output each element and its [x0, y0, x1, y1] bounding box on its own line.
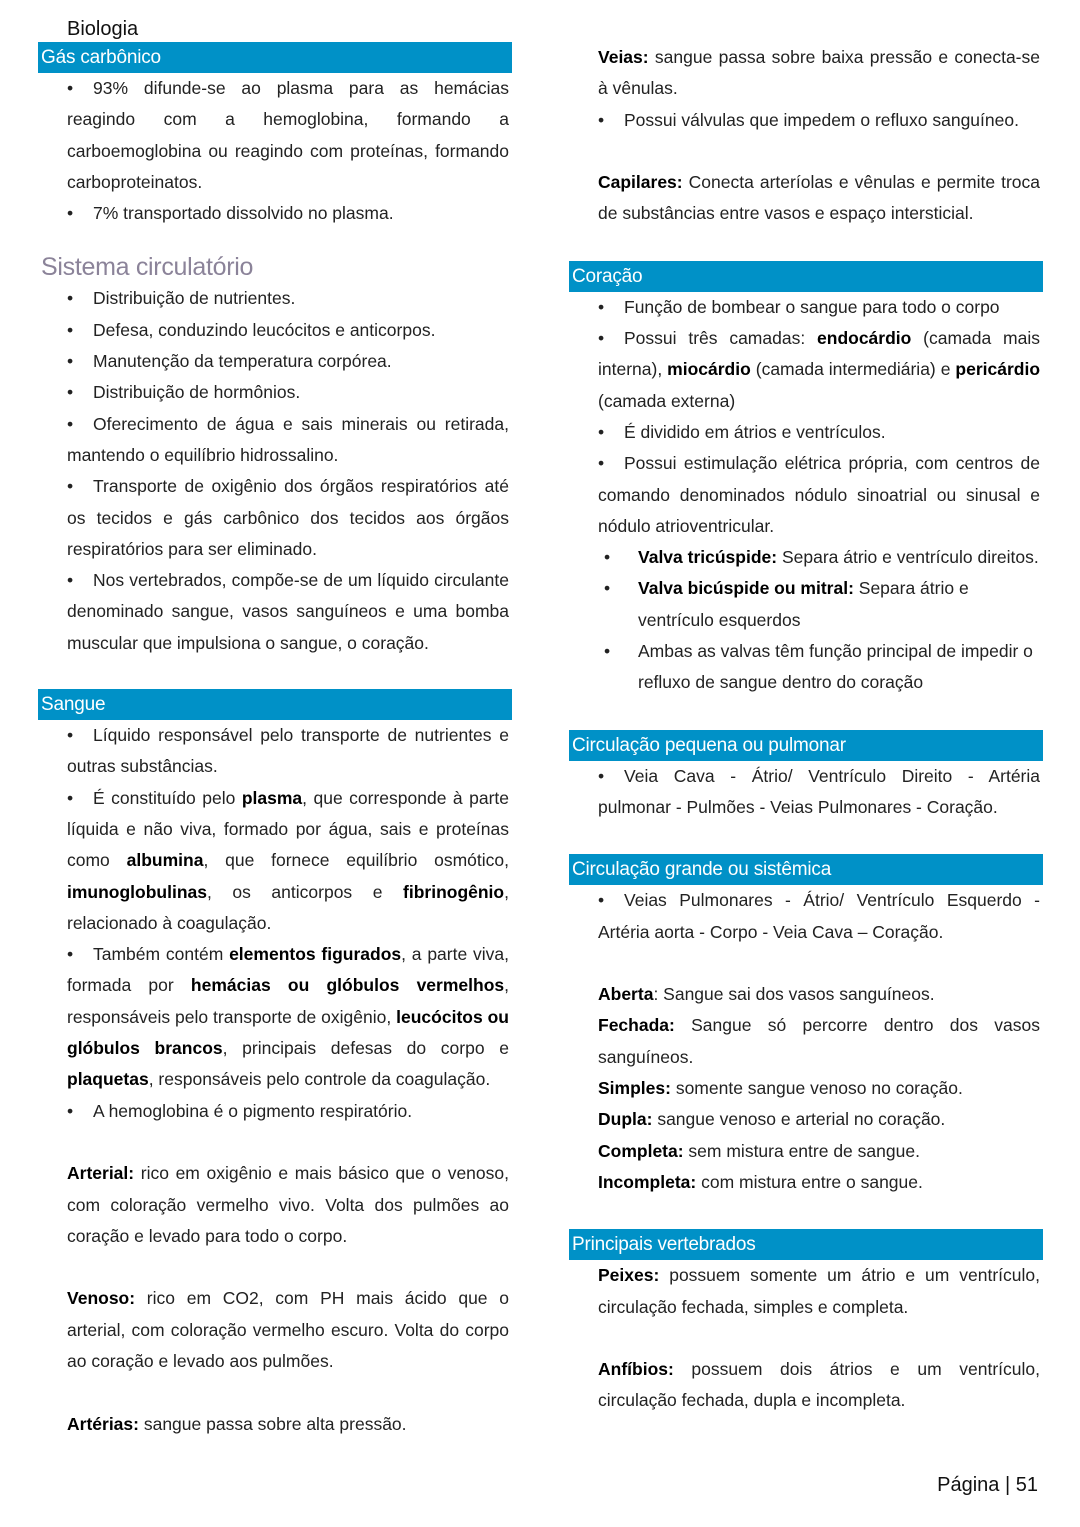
list-item: • Possui três camadas: endocárdio (camada mais interna), miocárdio (camada intermediária) e pericárdio (camada externa)	[598, 323, 1040, 417]
bullet-icon: •	[67, 476, 74, 497]
coracao-content	[569, 292, 1043, 699]
list-item: • Possui válvulas que impedem o refluxo sanguíneo.	[598, 105, 1040, 136]
definition-venoso: Venoso: rico em CO2, com PH mais ácido que o arterial, com coloração vermelho escuro. Volta do corpo ao coração e levado aos pulmões.	[67, 1288, 509, 1371]
list-item: • É dividido em átrios e ventrículos.	[598, 417, 1040, 448]
list-item: • Nos vertebrados, compõe-se de um líquido circulante denominado sangue, vasos sanguíneos e uma bomba muscular que impulsiona o sangue, o coração.	[67, 565, 509, 659]
section-bar-circulacao-sistemica: Circulação grande ou sistêmica	[569, 854, 1043, 885]
bullet-icon: •	[67, 351, 74, 372]
bullet-icon: •	[598, 765, 605, 786]
definition-dupla: Dupla: sangue venoso e arterial no coração.	[598, 1109, 946, 1130]
definition-peixes: Peixes: possuem somente um átrio e um ventrículo, circulação fechada, simples e completa.	[598, 1265, 1040, 1317]
definition-simples: Simples: somente sangue venoso no coração.	[598, 1078, 963, 1099]
bullet-icon: •	[67, 944, 74, 965]
list-item: • Valva bicúspide ou mitral: Separa átrio e ventrículo esquerdos	[598, 573, 1040, 636]
pulmonar-content	[569, 761, 1043, 824]
bullet-icon: •	[67, 787, 74, 808]
bullet-icon: •	[67, 203, 74, 224]
list-item: • Distribuição de nutrientes.	[67, 283, 509, 314]
bullet-icon: •	[67, 413, 74, 434]
list-item: • A hemoglobina é o pigmento respiratório.	[67, 1096, 509, 1127]
definition-arterias: Artérias: sangue passa sobre alta pressão.	[67, 1413, 407, 1434]
list-item: • Oferecimento de água e sais minerais ou retirada, mantendo o equilíbrio hidrossalino.	[67, 409, 509, 472]
list-item: • 93% difunde-se ao plasma para as hemácias reagindo com a hemoglobina, formando a carboemoglobina ou reagindo com proteínas, formando carboproteinatos.	[67, 73, 509, 198]
sistemica-content	[569, 885, 1043, 1198]
definition-incompleta: Incompleta: com mistura entre o sangue.	[598, 1171, 923, 1192]
list-item: • Valva tricúspide: Separa átrio e ventrículo direitos.	[598, 542, 1040, 573]
list-item: • Veias Pulmonares - Átrio/ Ventrículo Esquerdo - Artéria aorta - Corpo - Veia Cava – Coração.	[598, 885, 1040, 948]
bullet-icon: •	[67, 725, 74, 746]
list-item: • Também contém elementos figurados, a parte viva, formada por hemácias ou glóbulos vermelhos, responsáveis pelo transporte de oxigênio, leucócitos ou glóbulos brancos, principais defesas do corpo e plaquetas, responsáveis pelo controle da coagulação.	[67, 939, 509, 1095]
definition-completa: Completa: sem mistura entre de sangue.	[598, 1140, 920, 1161]
bullet-icon: •	[598, 109, 605, 130]
right-column	[569, 42, 1043, 1417]
list-item: • Função de bombear o sangue para todo o corpo	[598, 292, 1040, 323]
list-item: • Ambas as valvas têm função principal de impedir o refluxo de sangue dentro do coração	[598, 636, 1040, 699]
section-bar-circulacao-pulmonar: Circulação pequena ou pulmonar	[569, 730, 1043, 761]
bullet-icon: •	[67, 1100, 74, 1121]
bullet-icon: •	[598, 421, 605, 442]
definition-capilares: Capilares: Conecta arteríolas e vênulas e permite troca de substâncias entre vasos e espaço intersticial.	[598, 172, 1040, 224]
vertebrados-content	[569, 1260, 1043, 1416]
list-item: • Manutenção da temperatura corpórea.	[67, 346, 509, 377]
definition-fechada: Fechada: Sangue só percorre dentro dos vasos sanguíneos.	[598, 1015, 1040, 1067]
list-item: • Distribuição de hormônios.	[67, 377, 509, 408]
section-bar-sangue: Sangue	[38, 689, 512, 720]
valvas-list	[598, 542, 1040, 698]
bullet-icon: •	[604, 578, 611, 599]
definition-veias: Veias: sangue passa sobre baixa pressão e conecta-se à vênulas.	[598, 47, 1040, 99]
sangue-content	[38, 720, 512, 1440]
list-item: • É constituído pelo plasma, que corresponde à parte líquida e não viva, formado por água, sais e proteínas como albumina, que fornece equilíbrio osmótico, imunoglobulinas, os anticorpos e fibrinogênio, relacionado à coagulação.	[67, 783, 509, 939]
page-number: Página | 51	[937, 1474, 1038, 1496]
bullet-icon: •	[598, 890, 605, 911]
bullet-icon: •	[67, 288, 74, 309]
section-heading-sistema-circulatorio: Sistema circulatório	[41, 253, 254, 282]
definition-arterial: Arterial: rico em oxigênio e mais básico que o venoso, com coloração vermelho vivo. Volta dos pulmões ao coração e levado para todo o corpo.	[67, 1163, 509, 1246]
sistema-content	[38, 283, 512, 659]
bullet-icon: •	[604, 547, 611, 568]
section-bar-principais-vertebrados: Principais vertebrados	[569, 1229, 1043, 1260]
bullet-icon: •	[67, 319, 74, 340]
document-header-subject: Biologia	[67, 18, 139, 40]
veias-capilares-content	[569, 42, 1043, 230]
list-item: • Veia Cava - Átrio/ Ventrículo Direito - Artéria pulmonar - Pulmões - Veias Pulmonares - Coração.	[598, 761, 1040, 824]
list-item: • Transporte de oxigênio dos órgãos respiratórios até os tecidos e gás carbônico dos tecidos aos órgãos respiratórios para ser eliminado.	[67, 471, 509, 565]
list-item: • Defesa, conduzindo leucócitos e anticorpos.	[67, 315, 509, 346]
left-column	[38, 42, 512, 1440]
bullet-icon: •	[67, 78, 74, 98]
bullet-icon: •	[604, 641, 611, 662]
list-item: • Possui estimulação elétrica própria, com centros de comando denominados nódulo sinoatrial ou sinusal e nódulo atrioventricular.	[598, 448, 1040, 542]
bullet-icon: •	[598, 296, 605, 317]
bullet-icon: •	[67, 570, 74, 591]
section-bar-gas-carbonico: Gás carbônico	[38, 42, 512, 73]
definition-anfibios: Anfíbios: possuem dois átrios e um ventrículo, circulação fechada, dupla e incompleta.	[598, 1359, 1040, 1411]
bullet-icon: •	[598, 453, 605, 474]
definition-aberta: Aberta: Sangue sai dos vasos sanguíneos.	[598, 984, 935, 1005]
gas-carbonico-content	[38, 73, 512, 229]
bullet-icon: •	[598, 328, 605, 349]
list-item: • 7% transportado dissolvido no plasma.	[67, 198, 509, 229]
bullet-icon: •	[67, 382, 74, 403]
section-bar-coracao: Coração	[569, 261, 1043, 292]
list-item: • Líquido responsável pelo transporte de nutrientes e outras substâncias.	[67, 720, 509, 783]
